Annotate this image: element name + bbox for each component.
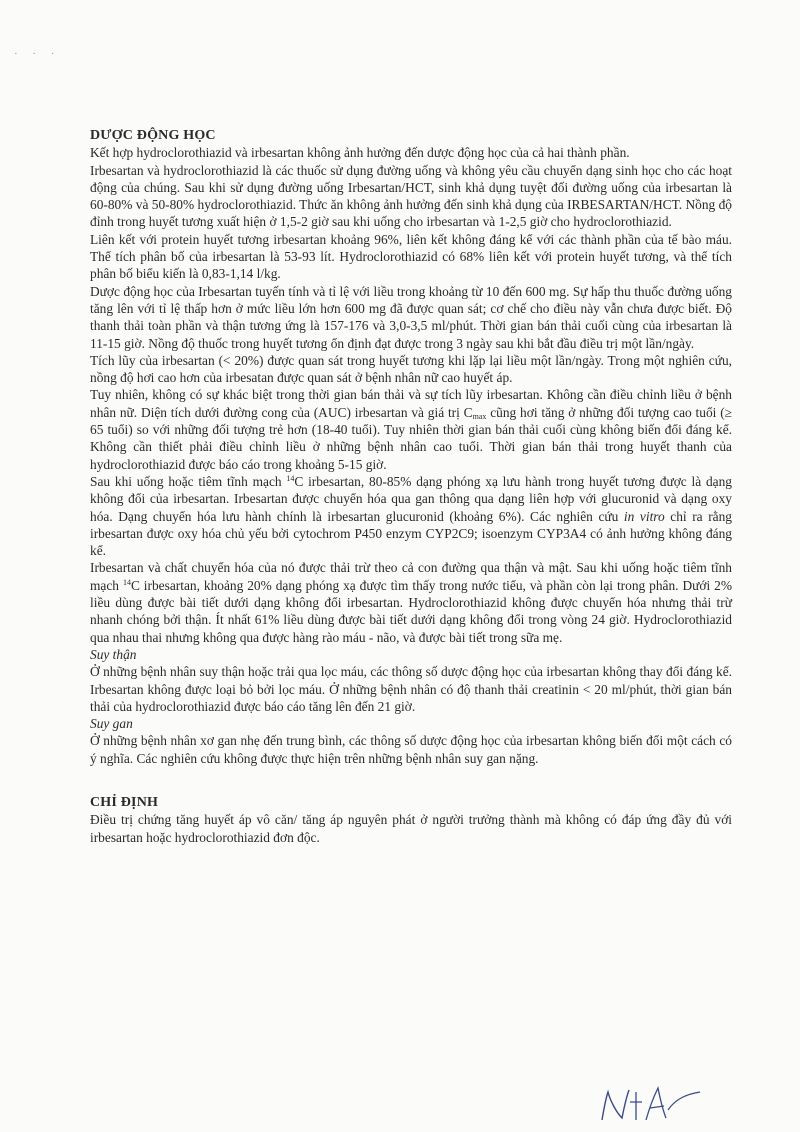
subheading-suy-gan: Suy gan xyxy=(90,716,133,732)
paragraph-7-part-b: C irbesartan, 80-85% dạng phóng xạ lưu hành trong huyết tương được là dạng không đổi của irbesartan. Irbesartan được chuyển hóa qua gan thông qua dạng liên hợp với glucuronid và dạng oxy hóa. Dạng chuyển hóa lưu hành chính là irbesartan glucuronid (khoảng 6%). Các nghiên cứu xyxy=(90,473,732,524)
in-vitro-italic: in vitro xyxy=(623,508,665,524)
isotope-superscript: 14 xyxy=(122,577,131,587)
paragraph-suy-gan: Ở những bệnh nhân xơ gan nhẹ đến trung bình, các thông số dược động học của irbesartan không biến đổi một cách có ý nghĩa. Các nghiên cứu không được thực hiện trên những bệnh nhân suy gan nặng. xyxy=(90,733,732,766)
paragraph-suy-than: Ở những bệnh nhân suy thận hoặc trải qua lọc máu, các thông số dược động học của irbesartan không thay đổi đáng kể. Irbesartan không được loại bỏ bởi lọc máu. Ở những bệnh nhân có độ thanh thải creatinin < 20 ml/phút, thời gian bán thải của hydroclorothiazid được báo cáo tăng lên đến 21 giờ. xyxy=(90,664,732,714)
paragraph-7-part-a: Sau khi uống hoặc tiêm tĩnh mạch xyxy=(90,473,287,489)
paragraph-8-part-b: C irbesartan, khoảng 20% dạng phóng xạ được tìm thấy trong nước tiểu, và phần còn lại trong phân. Dưới 2% liều dùng được bài tiết dưới dạng không đổi irbesartan. Hydroclorothiazid không được chuyển hóa nhưng thải trừ nhanh chóng bởi thận. Ít nhất 61% liều dùng được bài tiết dưới dạng không đổi trong vòng 24 giờ. Hydroclorothiazid qua nhau thai nhưng không qua được hàng rào máu - não, và được bài tiết trong sữa mẹ. xyxy=(90,577,732,645)
paragraph-6 xyxy=(90,386,732,472)
handwritten-signature xyxy=(596,1080,706,1130)
paragraph-5: Tích lũy của irbesartan (< 20%) được quan sát trong huyết tương khi lặp lại liều một lần/ngày. Trong một nghiên cứu, nồng độ hơi cao hơn của irbesatan được quan sát ở bệnh nhân nữ cao huyết áp. xyxy=(90,352,732,386)
section-title-chi-dinh: CHỈ ĐỊNH xyxy=(90,794,159,810)
paragraph-6-part-a: Tuy nhiên, không có sự khác biệt trong thời gian bán thải và sự tích lũy irbesartan. Không cần điều chỉnh liều ở bệnh nhân nữ. Diện tích dưới đường cong của (AUC) irbesartan và giá trị C xyxy=(90,387,732,420)
paragraph-3: Liên kết với protein huyết tương irbesartan khoảng 96%, liên kết không đáng kể với các thành phần của tế bào máu. Thể tích phân bố của irbesartan là 53-93 lít. Hydroclorothiazid có 68% liên kết với protein huyết tương, và thể tích phân bố biểu kiến là 0,83-1,14 l/kg. xyxy=(90,231,732,282)
section-title-duoc-dong-hoc: DƯỢC ĐỘNG HỌC xyxy=(90,128,216,143)
paragraph-4: Dược động học của Irbesartan tuyến tính và tỉ lệ với liều trong khoảng từ 10 đến 600 mg. Sự hấp thu thuốc đường uống tăng lên với tỉ lệ thấp hơn ở mức liều lớn hơn 600 mg đã được quan sát; cơ chế cho điều này vẫn chưa được biết. Độ thanh thải toàn phần và thận tương ứng là 157-176 và 3,0-3,5 ml/phút. Thời gian bán thải cuối cùng của irbesartan là 11-15 giờ. Nồng độ thuốc trong huyết tương ổn định đạt được trong 3 ngày sau khi bắt đầu điều trị một lần/ngày. xyxy=(90,283,732,351)
subheading-suy-than: Suy thận xyxy=(90,646,137,662)
paragraph-6-part-b: cũng hơi tăng ở những đối tượng cao tuổi (≥ 65 tuổi) so với những đối tượng trẻ hơn (18-40 tuổi). Tuy nhiên thời gian bán thải cuối cùng không biến đổi đáng kể. Không cần thiết phải điều chỉnh liều ở những bệnh nhân cao tuổi. Thời gian bán thải trong huyết thanh của hydroclorothiazid được báo cáo trong khoảng 5-15 giờ. xyxy=(90,404,732,472)
document-body xyxy=(90,127,732,846)
paragraph-8-part-a: Irbesartan và chất chuyển hóa của nó được thải trừ theo cả con đường qua thận và mật. Sau khi uống hoặc tiêm tĩnh mạch xyxy=(90,560,732,593)
paragraph-7-part-c: chỉ ra rằng irbesartan được oxy hóa chủ yếu bởi cytochrom P450 enzym CYP2C9; isoenzym CYP3A4 có ảnh hưởng không đáng kể. xyxy=(90,508,732,559)
paragraph-2: Irbesartan và hydroclorothiazid là các thuốc sử dụng đường uống và không yêu cầu chuyển dạng sinh học cho các hoạt động của chúng. Sau khi sử dụng đường uống Irbesartan/HCT, sinh khả dụng tuyệt đối đường uống của irbesartan là 60-80% và 50-80% hydroclorothiazid. Thức ăn không ảnh hưởng đến sinh khả dụng của IRBESARTAN/HCT. Nồng độ đỉnh trong huyết tương xuất hiện ở 1,5-2 giờ sau khi uống cho irbesartan và 1-2,5 giờ cho hydroclorothiazid. xyxy=(90,162,732,230)
paragraph-chi-dinh: Điều trị chứng tăng huyết áp vô căn/ tăng áp nguyên phát ở người trưởng thành mà không có đáp ứng đầy đủ với irbesartan hoặc hydroclorothiazid đơn độc. xyxy=(90,812,732,845)
paragraph-1: Kết hợp hydroclorothiazid và irbesartan không ảnh hưởng đến dược động học của cả hai thành phần. xyxy=(90,145,630,161)
scan-dots: · · · xyxy=(14,48,61,60)
paragraph-8 xyxy=(90,559,732,645)
isotope-superscript: 14 xyxy=(286,473,295,483)
cmax-subscript: max xyxy=(472,411,487,421)
paragraph-7 xyxy=(90,473,732,559)
